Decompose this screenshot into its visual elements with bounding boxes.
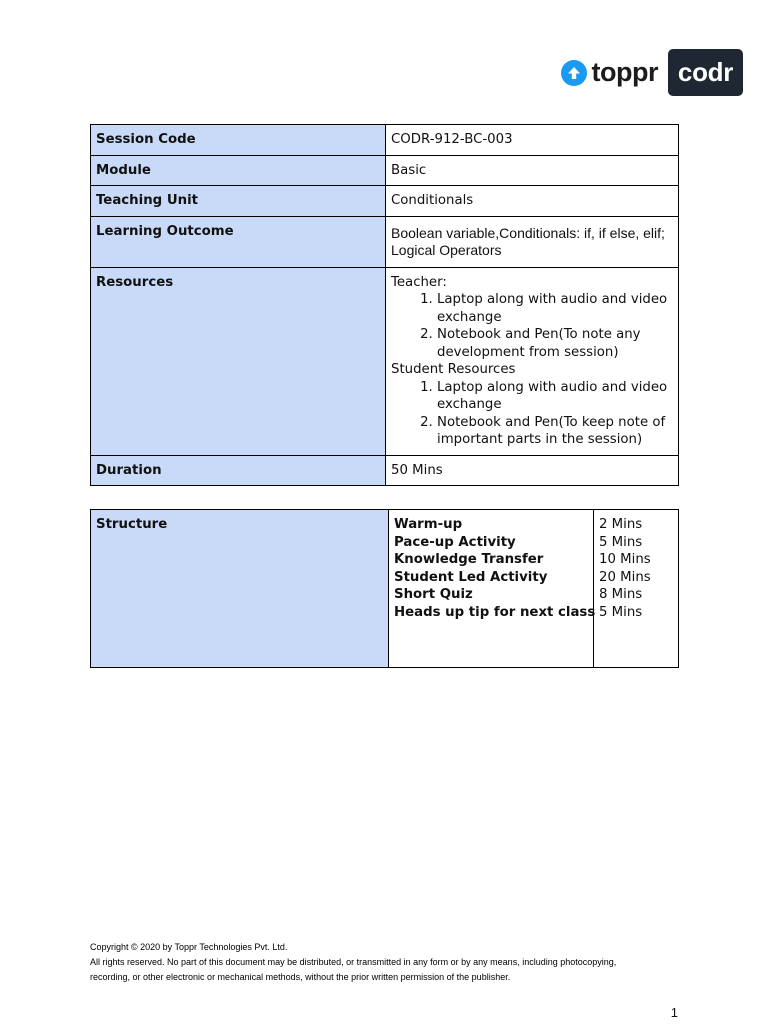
activity-item: Short Quiz (394, 587, 473, 603)
arrow-up-icon (561, 60, 587, 86)
teacher-heading: Teacher: (391, 274, 447, 290)
resources-label: Resources (91, 267, 386, 455)
activity-item: Student Led Activity (394, 569, 548, 585)
structure-table (90, 509, 679, 668)
table-row (91, 155, 679, 186)
module-value: Basic (386, 155, 679, 186)
table-row (91, 455, 679, 486)
learning-outcome-value: Boolean variable,Conditionals: if, if else, elif; Logical Operators (386, 216, 679, 267)
list-item: 2. Notebook and Pen(To keep note of important parts in the session) (437, 414, 673, 449)
brand-logo (561, 49, 743, 96)
toppr-logo (561, 57, 658, 88)
duration-value: 50 Mins (386, 455, 679, 486)
structure-activities (389, 510, 594, 668)
session-code-value: CODR-912-BC-003 (386, 125, 679, 156)
teaching-unit-value: Conditionals (386, 186, 679, 217)
page-number: 1 (670, 1005, 678, 1020)
codr-badge (668, 49, 743, 96)
learning-outcome-label: Learning Outcome (91, 216, 386, 267)
activity-item: Warm-up (394, 517, 463, 532)
list-item: 1. Laptop along with audio and video exchange (437, 291, 673, 326)
activity-item: Pace-up Activity (394, 534, 516, 550)
session-info-table (90, 124, 679, 486)
resources-value (386, 267, 679, 455)
teacher-resources-list (391, 291, 673, 361)
session-code-label: Session Code (91, 125, 386, 156)
duration-item: 5 Mins (599, 534, 643, 550)
duration-label: Duration (91, 455, 386, 486)
activity-item: Heads up tip for next class (394, 604, 596, 620)
table-row (91, 267, 679, 455)
duration-item: 8 Mins (599, 587, 643, 603)
student-resources-list (391, 379, 673, 449)
copyright-footer (90, 940, 690, 985)
table-row (91, 186, 679, 217)
student-heading: Student Resources (391, 362, 516, 377)
table-row (91, 125, 679, 156)
toppr-wordmark: toppr (591, 57, 658, 87)
rights-line: recording, or other electronic or mechanical methods, without the prior written permission of the publisher. (90, 972, 511, 982)
rights-line: All rights reserved. No part of this document may be distributed, or transmitted in any form or by any means, including photocopying, (90, 957, 617, 967)
codr-wordmark: codr (677, 57, 734, 87)
teaching-unit-label: Teaching Unit (91, 186, 386, 217)
structure-durations (594, 510, 679, 668)
list-item: 1. Laptop along with audio and video exchange (437, 379, 673, 414)
table-row (91, 510, 679, 668)
duration-item: 5 Mins (599, 604, 643, 620)
duration-item: 10 Mins (599, 552, 651, 568)
list-item: 2. Notebook and Pen(To note any development from session) (437, 326, 673, 361)
structure-label: Structure (91, 510, 389, 668)
table-row (91, 216, 679, 267)
duration-item: 20 Mins (599, 569, 651, 585)
copyright-line: Copyright © 2020 by Toppr Technologies Pvt. Ltd. (90, 942, 288, 952)
activity-item: Knowledge Transfer (394, 552, 544, 568)
module-label: Module (91, 155, 386, 186)
duration-item: 2 Mins (599, 517, 643, 532)
